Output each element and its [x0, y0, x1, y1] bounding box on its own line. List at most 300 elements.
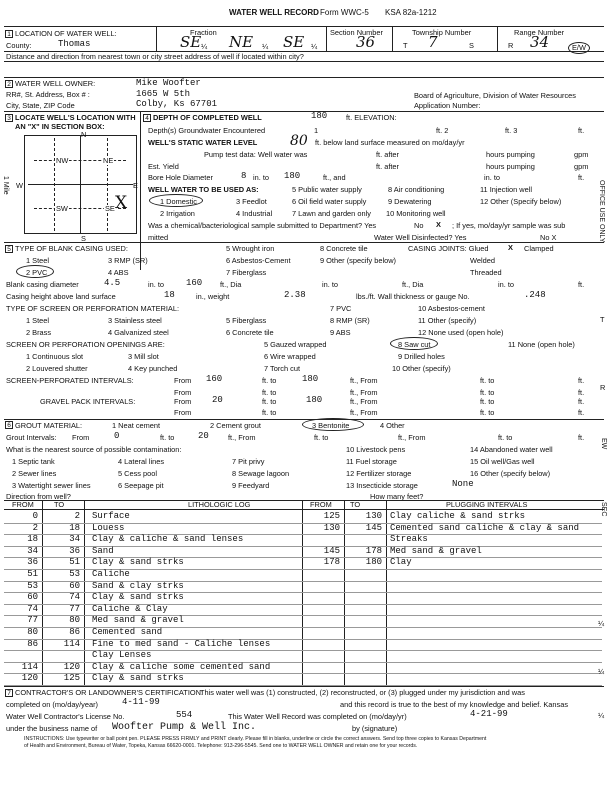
log-to-cell[interactable]: 80 — [69, 615, 80, 626]
static-level-label: WELL'S STATIC WATER LEVEL — [148, 138, 258, 147]
casing-in-to: in. to — [148, 280, 165, 289]
casing-2[interactable]: 2 PVC — [26, 268, 48, 277]
business-label: under the business name of — [6, 724, 98, 733]
casing-ft-dia: ft., Dia — [220, 280, 242, 289]
spi-ft-to-2: ft. to — [480, 376, 495, 385]
log-description-cell[interactable]: Clay Lenses — [92, 650, 152, 661]
contam-7[interactable]: 7 Pit privy — [232, 457, 265, 466]
spi-ft-from: ft., From — [350, 376, 378, 385]
joints-clamped[interactable]: Clamped — [524, 244, 554, 253]
opening-5[interactable]: 5 Gauzed wrapped — [264, 340, 327, 349]
fraction-2[interactable]: NE — [229, 33, 254, 51]
yield-label: Est. Yield — [148, 162, 179, 171]
screen-11[interactable]: 11 Other (specify) — [418, 316, 477, 325]
plug-to-cell[interactable]: 180 — [365, 557, 382, 568]
after-label-2: ft. after — [376, 162, 400, 171]
section-number-label: Section Number — [330, 28, 383, 37]
log-to-cell[interactable]: 34 — [69, 534, 80, 545]
plug-from-cell[interactable]: 178 — [323, 557, 340, 568]
screen-5[interactable]: 5 Fiberglass — [226, 316, 267, 325]
grout-2[interactable]: 2 Cement grout — [210, 421, 261, 430]
casing-9[interactable]: 9 Other (specify below) — [320, 256, 396, 265]
screen-12[interactable]: 12 None used (open hole) — [418, 328, 504, 337]
log-from-cell[interactable]: 51 — [27, 569, 38, 579]
bacteria-no-mark[interactable]: X — [436, 220, 441, 229]
log-to2-header: TO — [350, 500, 361, 509]
screen-4[interactable]: 4 Galvanized steel — [108, 328, 169, 337]
completed-date[interactable]: 4-11-99 — [122, 697, 160, 707]
use-11[interactable]: 11 Injection well — [480, 185, 533, 194]
use-1[interactable]: 1 Domestic — [160, 197, 197, 206]
log-to-cell[interactable]: 36 — [69, 545, 80, 556]
after-label: ft. after — [376, 150, 400, 159]
bore-ft-and: ft., and — [323, 173, 346, 182]
opening-7[interactable]: 7 Torch cut — [264, 364, 301, 373]
bacteria-label: Was a chemical/bacteriological sample submitted to Department? Yes — [148, 221, 377, 230]
south-label: S — [81, 234, 86, 243]
form-title: WATER WELL RECORD — [229, 8, 319, 17]
log-description-cell[interactable]: Clay & sand strks — [92, 673, 184, 684]
direction-label: Direction from well? — [6, 492, 71, 501]
row-divider — [302, 639, 602, 640]
contam-9[interactable]: 9 Feedyard — [232, 481, 270, 490]
log-description-cell[interactable]: Cemented sand — [92, 627, 163, 637]
joints-threaded[interactable]: Threaded — [470, 268, 502, 277]
grout-from-label: From — [72, 433, 90, 442]
locate-label-2: AN "X" IN SECTION BOX: — [15, 122, 105, 131]
gpi-ft-end-2: ft. — [578, 408, 585, 417]
disinfected-no[interactable]: No X — [540, 233, 557, 242]
row-divider — [302, 604, 602, 605]
side-quarter-3: ¼ — [598, 711, 605, 720]
use-label: WELL WATER TO BE USED AS: — [148, 185, 259, 194]
plug-description-cell[interactable]: Streaks — [390, 534, 428, 545]
gpi-from-value[interactable]: 20 — [212, 395, 223, 405]
form-number: Form WWC-5 — [320, 8, 369, 17]
side-quarter-1: ¼ — [598, 619, 605, 628]
casing-in-to-c: in. to — [498, 280, 515, 289]
spi-ft-end-2: ft. — [578, 388, 585, 397]
grout-ft-to: ft. to — [160, 433, 175, 442]
township-t: T — [403, 41, 408, 50]
use-6[interactable]: 6 Oil field water supply — [292, 197, 367, 206]
section-number: 6 — [5, 421, 13, 429]
log-description-cell[interactable]: Clay & caliche some cemented sand — [92, 661, 271, 672]
township-s: S — [469, 41, 474, 50]
opening-4[interactable]: 4 Key punched — [128, 364, 178, 373]
use-12[interactable]: 12 Other (Specify below) — [480, 197, 562, 206]
rule — [4, 77, 604, 78]
side-ew: EW — [600, 438, 607, 450]
contam-3[interactable]: 3 Watertight sewer lines — [12, 481, 91, 490]
screen-type-label: TYPE OF SCREEN OR PERFORATION MATERIAL: — [6, 304, 180, 313]
grout-to-value[interactable]: 20 — [198, 431, 209, 441]
log-from-cell[interactable]: 18 — [27, 534, 38, 545]
casing-type-label: TYPE OF BLANK CASING USED: — [15, 244, 128, 253]
bore-to-value[interactable]: 180 — [284, 171, 301, 181]
log-description-cell[interactable]: Louess — [92, 522, 125, 533]
use-5[interactable]: 5 Public water supply — [292, 185, 362, 194]
screen-3[interactable]: 3 Stainless steel — [108, 316, 162, 325]
township-label: Township Number — [412, 28, 472, 37]
locate-label: LOCATE WELL'S LOCATION WITH — [15, 113, 136, 122]
joints-welded[interactable]: Welded — [470, 256, 495, 265]
log-lithology-header: LITHOLOGIC LOG — [188, 500, 251, 509]
plug-to-cell[interactable]: 145 — [365, 522, 382, 533]
township-value[interactable]: 7 — [428, 33, 438, 51]
contam-2[interactable]: 2 Sewer lines — [12, 469, 57, 478]
joints-label: CASING JOINTS: Glued — [408, 244, 489, 253]
city-label: City, State, ZIP Code — [6, 101, 75, 110]
casing-8[interactable]: 8 Concrete tile — [320, 244, 368, 253]
bore-in-to: in. to — [253, 173, 270, 182]
certification-label: CONTRACTOR'S OR LANDOWNER'S CERTIFICATION: — [15, 688, 204, 697]
bore-ft-end: ft. — [578, 173, 585, 182]
gpi-ft-from: ft., From — [350, 397, 378, 406]
groundwater-3: ft. 3 — [505, 126, 518, 135]
contam-13[interactable]: 13 Insecticide storage — [346, 481, 418, 490]
log-to-cell[interactable]: 114 — [63, 638, 80, 649]
spi-from-label: From — [174, 376, 192, 385]
log-from-cell[interactable]: 86 — [27, 638, 38, 649]
grout-label: GROUT MATERIAL: — [15, 421, 83, 430]
opening-2[interactable]: 2 Louvered shutter — [26, 364, 88, 373]
quarter-3: ¼ — [311, 42, 318, 51]
spi-ft-end: ft. — [578, 376, 585, 385]
divider — [140, 111, 141, 270]
gpi-ft-from-2: ft., From — [350, 408, 378, 417]
log-description-cell[interactable]: Sand & clay strks — [92, 580, 184, 591]
grout-3[interactable]: 3 Bentonite — [312, 421, 350, 430]
board-label: Board of Agriculture, Division of Water Resources — [414, 91, 576, 100]
contam-10[interactable]: 10 Livestock pens — [346, 445, 406, 454]
license-label: Water Well Contractor's License No. — [6, 712, 125, 721]
contam-6[interactable]: 6 Seepage pit — [118, 481, 164, 490]
rule — [4, 419, 604, 420]
screen-2[interactable]: 2 Brass — [26, 328, 52, 337]
screen-7[interactable]: 7 PVC — [330, 304, 352, 313]
log-to-cell[interactable]: 53 — [69, 569, 80, 579]
instructions-2: of Health and Environment, Bureau of Water, Topeka, Kansas 66620-0001. Telephone: 913-296-5545. Send one to WATER WELL OWNER and retain one for your records. — [24, 743, 418, 749]
use-10[interactable]: 10 Monitoring well — [386, 209, 446, 218]
casing-height-label: Casing height above land surface — [6, 292, 116, 301]
elevation-label: ft. ELEVATION: — [346, 113, 397, 122]
log-to-cell[interactable]: 125 — [63, 673, 80, 684]
screen-10[interactable]: 10 Asbestos-cement — [418, 304, 485, 313]
section-number: 5 — [5, 245, 13, 253]
disinfected-label: Water Well Disinfected? Yes — [374, 233, 467, 242]
bacteria-no[interactable]: No — [414, 221, 424, 230]
wall-thickness-label: lbs./ft. Wall thickness or gauge No. — [356, 292, 470, 301]
ne-label: NE — [103, 156, 114, 165]
plug-to-cell[interactable]: 130 — [365, 511, 382, 521]
rule — [4, 509, 604, 510]
section-number: 4 — [143, 114, 151, 122]
owner-address[interactable]: 1665 W 5th — [136, 89, 191, 99]
record-completed-label: This Water Well Record was completed on (mo/day/yr) — [228, 712, 407, 721]
owner-city[interactable]: Colby, Ks 67701 — [136, 99, 218, 109]
groundwater-label: Depth(s) Groundwater Encountered — [148, 126, 266, 135]
sw-label: SW — [56, 204, 68, 213]
record-date[interactable]: 4-21-99 — [470, 709, 508, 719]
log-to-cell[interactable]: 74 — [69, 592, 80, 603]
log-description-cell[interactable]: Surface — [92, 511, 130, 521]
row-divider — [302, 557, 602, 558]
casing-4[interactable]: 4 ABS — [108, 268, 129, 277]
opening-6[interactable]: 6 Wire wrapped — [264, 352, 316, 361]
rule — [4, 61, 604, 62]
signature-label: by (signature) — [352, 724, 398, 733]
owner-label: WATER WELL OWNER: — [15, 79, 96, 88]
opening-3[interactable]: 3 Mill slot — [128, 352, 159, 361]
true-record-text: and this record is true to the best of my knowledge and belief. Kansas — [340, 700, 569, 709]
dashed-line — [107, 138, 108, 231]
completed-label: completed on (mo/day/year) — [6, 700, 99, 709]
casing-ft-dia-2: ft., Dia — [402, 280, 424, 289]
casing-height-value[interactable]: 18 — [164, 290, 175, 300]
grout-from-value[interactable]: 0 — [114, 431, 120, 441]
bore-in-to-2: in. to — [484, 173, 501, 182]
spi-ft-to-4: ft. to — [480, 388, 495, 397]
contam-4[interactable]: 4 Lateral lines — [118, 457, 165, 466]
contam-16[interactable]: 16 Other (specify below) — [470, 469, 551, 478]
quarter-1: ¼ — [201, 42, 208, 51]
opening-1[interactable]: 1 Continuous slot — [26, 352, 84, 361]
gpi-from-label-2: From — [174, 408, 192, 417]
gpm-label-2: gpm — [574, 162, 589, 171]
office-use-label: OFFICE USE ONLY — [598, 180, 605, 243]
row-divider — [4, 650, 302, 651]
log-description-cell[interactable]: Caliche & Clay — [92, 603, 168, 614]
log-to-cell[interactable]: 51 — [69, 557, 80, 568]
spi-from-label-2: From — [174, 388, 192, 397]
log-from-cell[interactable]: 2 — [32, 522, 38, 533]
use-9[interactable]: 9 Dewatering — [388, 197, 432, 206]
bore-label: Bore Hole Diameter — [148, 173, 213, 182]
log-description-cell[interactable]: Clay & sand strks — [92, 557, 184, 568]
section-number-value[interactable]: 36 — [356, 33, 376, 51]
east-label: E — [133, 181, 138, 190]
opening-9[interactable]: 9 Drilled holes — [398, 352, 445, 361]
grout-ft-from: ft., From — [228, 433, 256, 442]
pump-test-label: Pump test data: Well water was — [204, 150, 308, 159]
log-description-cell[interactable]: Clay & sand strks — [92, 592, 184, 603]
row-divider — [302, 534, 602, 535]
spi-ft-to: ft. to — [262, 376, 277, 385]
well-location-mark[interactable]: X — [115, 193, 128, 213]
contamination-label: What is the nearest source of possible contamination: — [6, 445, 182, 454]
contam-12[interactable]: 12 Fertilizer storage — [346, 469, 412, 478]
spi-to-value[interactable]: 180 — [302, 374, 319, 384]
county-value[interactable]: Thomas — [58, 39, 91, 49]
gauge-value[interactable]: .248 — [524, 290, 546, 300]
log-description-cell[interactable]: Clay & caliche & sand lenses — [92, 534, 244, 545]
plug-description-cell[interactable]: Clay — [390, 557, 412, 568]
casing-to-value[interactable]: 160 — [186, 278, 203, 288]
log-from-cell[interactable]: 120 — [21, 673, 38, 684]
spi-ft-from-2: ft., From — [350, 388, 378, 397]
use-7[interactable]: 7 Lawn and garden only — [292, 209, 371, 218]
log-from-cell[interactable]: 34 — [27, 545, 38, 556]
casing-weight-label: in., weight — [196, 292, 230, 301]
log-description-cell[interactable]: Med sand & gravel — [92, 615, 184, 626]
bore-value[interactable]: 8 — [241, 171, 247, 181]
log-to-cell[interactable]: 18 — [69, 522, 80, 533]
fraction-label: Fraction — [190, 28, 217, 37]
casing-1[interactable]: 1 Steel — [26, 256, 50, 265]
application-number-label: Application Number: — [414, 101, 481, 110]
range-r: R — [508, 41, 514, 50]
log-from-cell[interactable]: 114 — [21, 661, 38, 672]
location-label: LOCATION OF WATER WELL: — [15, 29, 117, 38]
screen-6[interactable]: 6 Concrete tile — [226, 328, 274, 337]
contam-15[interactable]: 15 Oil well/Gas well — [470, 457, 535, 466]
casing-in-to-b: in. to — [322, 280, 339, 289]
casing-3[interactable]: 3 RMP (SR) — [108, 256, 148, 265]
use-8[interactable]: 8 Air conditioning — [388, 185, 445, 194]
range-ew-circle[interactable]: E/W — [568, 42, 590, 54]
log-from-cell[interactable]: 36 — [27, 557, 38, 568]
screen-9[interactable]: 9 ABS — [330, 328, 351, 337]
log-to-cell[interactable]: 77 — [69, 603, 80, 614]
row-divider — [302, 615, 602, 616]
plug-from-cell[interactable]: 130 — [323, 522, 340, 533]
license-number[interactable]: 554 — [176, 710, 193, 720]
log-to-cell[interactable]: 2 — [74, 511, 80, 521]
log-from-cell[interactable]: 80 — [27, 627, 38, 637]
one-mile-label: 1 Mile — [2, 176, 9, 195]
side-r: R — [600, 383, 606, 392]
log-to-header: TO — [54, 500, 65, 509]
static-level-tail: ft. below land surface measured on mo/day/yr — [315, 138, 465, 147]
log-to-cell[interactable]: 86 — [69, 627, 80, 637]
business-name[interactable]: Woofter Pump & Well Inc. — [112, 722, 257, 733]
owner-name[interactable]: Mike Woofter — [136, 78, 201, 88]
casing-weight-value[interactable]: 2.38 — [284, 290, 306, 300]
west-label: W — [16, 181, 23, 190]
casing-6[interactable]: 6 Asbestos-Cement — [226, 256, 291, 265]
use-4[interactable]: 4 Industrial — [236, 209, 273, 218]
rule — [4, 686, 604, 687]
row-divider — [302, 592, 602, 593]
gpi-ft-to-3: ft. to — [262, 408, 277, 417]
casing-7[interactable]: 7 Fiberglass — [226, 268, 267, 277]
depth-label: DEPTH OF COMPLETED WELL — [153, 113, 262, 122]
screen-8[interactable]: 8 RMP (SR) — [330, 316, 370, 325]
plug-from-cell[interactable]: 125 — [323, 511, 340, 521]
divider — [156, 26, 157, 51]
log-description-cell[interactable]: Fine to med sand - Caliche lenses — [92, 638, 271, 649]
gpm-label: gpm — [574, 150, 589, 159]
use-2[interactable]: 2 Irrigation — [160, 209, 195, 218]
contam-8[interactable]: 8 Sewage lagoon — [232, 469, 290, 478]
gpi-from-label: From — [174, 397, 192, 406]
log-from-cell[interactable]: 0 — [32, 511, 38, 521]
quarter-2: ¼ — [262, 42, 269, 51]
groundwater-1: 1 — [314, 126, 319, 135]
spi-from-value[interactable]: 160 — [206, 374, 223, 384]
opening-10[interactable]: 10 Other (specify) — [392, 364, 451, 373]
log-from-cell[interactable]: 53 — [27, 580, 38, 591]
casing-ft-end: ft. — [578, 280, 585, 289]
row-divider — [302, 581, 602, 582]
log-from-cell[interactable]: 60 — [27, 592, 38, 603]
log-to-cell[interactable]: 60 — [69, 580, 80, 591]
contam-1[interactable]: 1 Septic tank — [12, 457, 55, 466]
screen-1[interactable]: 1 Steel — [26, 316, 50, 325]
plug-description-cell[interactable]: Med sand & gravel — [390, 545, 482, 556]
groundwater-2: ft. 2 — [436, 126, 449, 135]
gpi-label: GRAVEL PACK INTERVALS: — [40, 397, 136, 406]
log-from-cell[interactable]: 77 — [27, 615, 38, 626]
side-sec: SEC — [600, 502, 607, 517]
use-3[interactable]: 3 Feedlot — [236, 197, 267, 206]
plug-description-cell[interactable]: Cemented sand caliche & clay & sand — [390, 522, 580, 533]
log-description-cell[interactable]: Sand — [92, 545, 114, 556]
plug-from-cell[interactable]: 145 — [323, 545, 340, 556]
opening-11[interactable]: 11 None (open hole) — [508, 340, 575, 349]
grout-ft-to-3: ft. to — [498, 433, 513, 442]
log-to-cell[interactable]: 120 — [63, 661, 80, 672]
log-from-cell[interactable]: 74 — [27, 603, 38, 614]
fraction-1[interactable]: SE — [180, 33, 202, 51]
log-from2-header: FROM — [310, 500, 332, 509]
section-number: 3 — [5, 114, 13, 122]
row-divider — [302, 662, 602, 663]
section-number: 1 — [5, 30, 13, 38]
gpi-to-value[interactable]: 180 — [306, 395, 323, 405]
fraction-3[interactable]: SE — [283, 33, 305, 51]
casing-2-circle — [16, 265, 54, 278]
log-description-cell[interactable]: Caliche — [92, 569, 130, 579]
grout-4[interactable]: 4 Other — [380, 421, 405, 430]
opening-8[interactable]: 8 Saw cut — [398, 340, 431, 349]
grout-intervals-label: Grout Intervals: — [6, 433, 57, 442]
divider — [28, 184, 133, 185]
address-label: RR#, St. Address, Box # : — [6, 90, 90, 99]
contam-5[interactable]: 5 Cess pool — [118, 469, 158, 478]
casing-5[interactable]: 5 Wrought iron — [226, 244, 275, 253]
mitted-label: mitted — [148, 233, 169, 242]
depth-value[interactable]: 180 — [311, 111, 328, 121]
range-value[interactable]: 34 — [530, 33, 550, 51]
opening-8-circle — [390, 337, 438, 350]
range-label: Range Number — [514, 28, 565, 37]
ksa-citation: KSA 82a-1212 — [385, 8, 437, 17]
rule — [4, 242, 604, 243]
grout-ft-from-2: ft., From — [398, 433, 426, 442]
row-divider — [302, 569, 602, 570]
divider — [392, 26, 393, 51]
gpi-ft-to: ft. to — [262, 397, 277, 406]
hours-label: hours pumping — [486, 150, 535, 159]
joints-glued-mark[interactable]: X — [508, 243, 513, 252]
contam-11[interactable]: 11 Fuel storage — [346, 457, 397, 466]
spi-ft-to-3: ft. to — [262, 388, 277, 397]
contam-14[interactable]: 14 Abandoned water well — [470, 445, 553, 454]
contam-none-value[interactable]: None — [452, 479, 474, 489]
plug-description-cell[interactable]: Clay caliche & sand strks — [390, 511, 526, 521]
hours-label-2: hours pumping — [486, 162, 535, 171]
casing-diameter-value[interactable]: 4.5 — [104, 278, 121, 288]
openings-label: SCREEN OR PERFORATION OPENINGS ARE: — [6, 340, 165, 349]
static-level-value[interactable]: 80 — [290, 133, 308, 149]
certification-text: This water well was (1) constructed, (2) reconstructed, or (3) plugged under my jurisdiction and was — [200, 688, 525, 697]
row-divider — [302, 650, 602, 651]
plug-to-cell[interactable]: 178 — [365, 545, 382, 556]
side-t: T — [600, 315, 605, 324]
grout-1[interactable]: 1 Neat cement — [112, 421, 161, 430]
